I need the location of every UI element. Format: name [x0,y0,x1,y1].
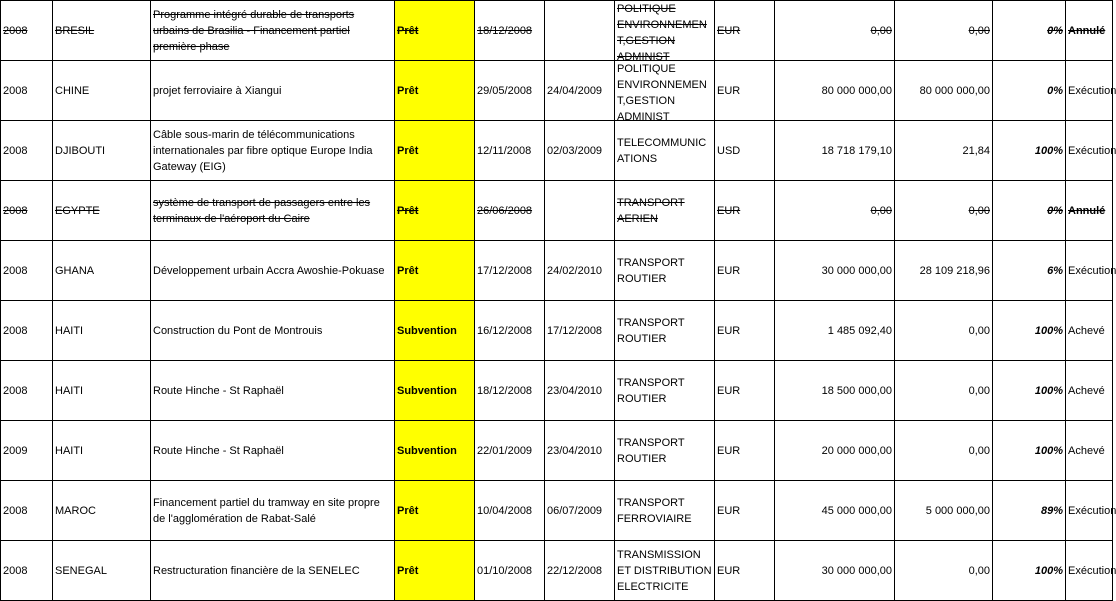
table-row [1,1,1113,61]
cell-year-text: 2008 [3,84,28,97]
cell-second-date-text: 24/02/2010 [547,264,603,277]
cell-percent-text: 89% [1040,504,1063,517]
cell-remaining-amount [895,481,993,541]
cell-financing-type [395,481,475,541]
cell-percent [993,61,1066,121]
cell-second-date [545,241,615,301]
cell-amount [775,541,895,601]
cell-currency [715,121,775,181]
cell-status-text: Annulé [1068,24,1106,37]
cell-currency [715,61,775,121]
cell-status-text: Exécution [1068,504,1116,517]
cell-second-date [545,121,615,181]
cell-country [53,241,151,301]
cell-sector-text: TRANSPORT AERIEN [617,196,685,225]
cell-signature-date [475,361,545,421]
cell-percent [993,241,1066,301]
cell-percent [993,481,1066,541]
cell-country-text: HAITI [55,444,84,457]
table-row [1,361,1113,421]
cell-remaining-amount-text: 28 109 218,96 [919,264,990,277]
cell-signature-date [475,301,545,361]
cell-sector-text: TRANSPORT ROUTIER [617,376,685,405]
cell-signature-date-text: 29/05/2008 [477,84,533,97]
cell-year [1,181,53,241]
cell-financing-type-text: Prêt [397,204,419,217]
cell-percent-text: 0% [1047,84,1063,97]
cell-sector [615,121,715,181]
cell-status-text: Exécution [1068,84,1116,97]
cell-financing-type [395,121,475,181]
cell-currency-text: EUR [717,84,741,97]
cell-country [53,61,151,121]
cell-signature-date [475,181,545,241]
cell-status [1066,421,1113,481]
cell-financing-type [395,61,475,121]
cell-currency [715,541,775,601]
table-row [1,541,1113,601]
cell-amount [775,481,895,541]
cell-status [1066,181,1113,241]
cell-amount-text: 0,00 [870,204,892,217]
cell-signature-date-text: 18/12/2008 [477,24,533,37]
cell-status-text: Exécution [1068,264,1116,277]
cell-year [1,361,53,421]
cell-year [1,1,53,61]
cell-amount [775,241,895,301]
cell-financing-type-text: Prêt [397,504,419,517]
cell-country-text: MAROC [55,504,96,517]
cell-sector [615,541,715,601]
cell-amount-text: 0,00 [870,24,892,37]
cell-financing-type [395,301,475,361]
cell-year [1,421,53,481]
cell-sector [615,421,715,481]
cell-currency-text: EUR [717,24,741,37]
cell-country [53,301,151,361]
cell-signature-date [475,421,545,481]
cell-currency-text: EUR [717,324,741,337]
cell-status [1066,361,1113,421]
cell-second-date [545,61,615,121]
cell-sector-text: TRANSPORT ROUTIER [617,316,685,345]
cell-amount-text: 80 000 000,00 [821,84,892,97]
cell-financing-type-text: Prêt [397,24,419,37]
cell-remaining-amount-text: 0,00 [968,384,990,397]
cell-percent-text: 100% [1034,144,1063,157]
cell-country-text: EGYPTE [55,204,100,217]
cell-country [53,481,151,541]
table-row [1,241,1113,301]
cell-percent-text: 0% [1047,204,1063,217]
cell-amount-text: 18 500 000,00 [821,384,892,397]
cell-project [151,181,395,241]
cell-amount [775,61,895,121]
cell-sector [615,361,715,421]
cell-signature-date-text: 17/12/2008 [477,264,533,277]
cell-percent-text: 100% [1034,384,1063,397]
cell-project [151,241,395,301]
cell-project [151,1,395,61]
cell-status [1066,301,1113,361]
cell-second-date-text: 24/04/2009 [547,84,603,97]
cell-percent [993,421,1066,481]
cell-financing-type-text: Prêt [397,84,419,97]
cell-currency [715,361,775,421]
cell-status-text: Annulé [1068,204,1106,217]
cell-amount-text: 1 485 092,40 [827,324,892,337]
cell-percent-text: 100% [1034,324,1063,337]
cell-remaining-amount [895,361,993,421]
cell-remaining-amount [895,121,993,181]
cell-amount [775,121,895,181]
cell-amount [775,361,895,421]
cell-second-date [545,421,615,481]
cell-currency-text: EUR [717,264,741,277]
cell-remaining-amount [895,301,993,361]
cell-remaining-amount-text: 0,00 [968,444,990,457]
cell-project-text: Câble sous-marin de télécommunications internationales par fibre optique Europe India Gateway (EIG) [153,128,373,173]
cell-remaining-amount [895,541,993,601]
cell-signature-date-text: 10/04/2008 [477,504,533,517]
cell-financing-type [395,181,475,241]
cell-financing-type [395,361,475,421]
cell-financing-type-text: Subvention [397,444,457,457]
cell-currency-text: USD [717,144,741,157]
cell-financing-type [395,241,475,301]
cell-currency [715,1,775,61]
cell-sector-text: TELECOMMUNIC ATIONS [617,136,707,165]
cell-percent [993,181,1066,241]
cell-currency-text: EUR [717,444,741,457]
cell-country-text: HAITI [55,384,84,397]
cell-sector-text: TRANSPORT ROUTIER [617,436,685,465]
cell-signature-date [475,61,545,121]
cell-country [53,181,151,241]
cell-year-text: 2009 [3,444,28,457]
cell-percent-text: 100% [1034,564,1063,577]
cell-second-date-text: 02/03/2009 [547,144,603,157]
cell-country-text: GHANA [55,264,95,277]
cell-financing-type-text: Subvention [397,384,457,397]
cell-signature-date-text: 01/10/2008 [477,564,533,577]
cell-sector [615,1,715,61]
cell-status-text: Achevé [1068,384,1105,397]
cell-signature-date [475,241,545,301]
cell-financing-type-text: Subvention [397,324,457,337]
cell-country-text: BRESIL [55,24,95,37]
cell-signature-date [475,121,545,181]
cell-signature-date-text: 16/12/2008 [477,324,533,337]
cell-remaining-amount-text: 80 000 000,00 [919,84,990,97]
cell-currency-text: EUR [717,504,741,517]
cell-currency [715,481,775,541]
cell-status [1066,241,1116,301]
cell-percent [993,121,1066,181]
cell-project-text: Route Hinche - St Raphaël [153,384,284,397]
cell-status [1066,121,1116,181]
cell-project-text: Développement urbain Accra Awoshie-Pokuase [153,264,385,277]
cell-currency [715,421,775,481]
cell-status [1066,481,1116,541]
cell-year-text: 2008 [3,324,28,337]
cell-project-text: Construction du Pont de Montrouis [153,324,323,337]
cell-project [151,421,395,481]
cell-remaining-amount [895,61,993,121]
cell-year-text: 2008 [3,384,28,397]
cell-signature-date [475,1,545,61]
cell-amount [775,1,895,61]
cell-financing-type-text: Prêt [397,564,419,577]
cell-project [151,541,395,601]
cell-financing-type [395,421,475,481]
cell-remaining-amount [895,1,993,61]
cell-project-text: Programme intégré durable de transports urbains de Brasilia - Financement partiel première phase [153,8,355,53]
cell-second-date [545,481,615,541]
cell-status-text: Achevé [1068,324,1105,337]
cell-amount-text: 30 000 000,00 [821,564,892,577]
cell-sector [615,301,715,361]
cell-signature-date [475,541,545,601]
cell-project-text: Route Hinche - St Raphaël [153,444,284,457]
cell-sector-text: TRANSPORT ROUTIER [617,256,685,285]
cell-percent-text: 6% [1047,264,1063,277]
cell-signature-date [475,481,545,541]
cell-sector-text: POLITIQUE ENVIRONNEMEN T,GESTION ADMINIST [617,3,707,63]
cell-currency-text: EUR [717,384,741,397]
cell-percent [993,1,1066,61]
table-row [1,301,1113,361]
cell-country-text: SENEGAL [55,564,107,577]
cell-remaining-amount-text: 0,00 [968,204,990,217]
cell-year [1,481,53,541]
cell-signature-date-text: 26/06/2008 [477,204,533,217]
cell-currency [715,301,775,361]
cell-project-text: projet ferroviaire à Xiangui [153,84,282,97]
table-body [1,1,1116,601]
cell-status-text: Exécution [1068,564,1116,577]
cell-status-text: Achevé [1068,444,1105,457]
cell-sector-text: POLITIQUE ENVIRONNEMEN T,GESTION ADMINIST [617,63,707,123]
cell-country [53,541,151,601]
cell-second-date [545,1,615,61]
cell-financing-type-text: Prêt [397,264,419,277]
cell-year [1,241,53,301]
cell-signature-date-text: 18/12/2008 [477,384,533,397]
cell-status-text: Exécution [1068,144,1116,157]
cell-status [1066,61,1116,121]
cell-remaining-amount [895,241,993,301]
cell-sector-text: TRANSMISSION ET DISTRIBUTION ELECTRICITE [617,548,712,593]
cell-currency [715,241,775,301]
cell-second-date [545,361,615,421]
cell-country [53,121,151,181]
table-row [1,421,1113,481]
cell-percent [993,541,1066,601]
cell-second-date-text: 23/04/2010 [547,444,603,457]
cell-remaining-amount [895,421,993,481]
cell-year [1,301,53,361]
cell-status [1066,541,1116,601]
cell-year-text: 2008 [3,504,28,517]
cell-sector-text: TRANSPORT FERROVIAIRE [617,496,692,525]
cell-financing-type [395,541,475,601]
cell-financing-type [395,1,475,61]
cell-country-text: CHINE [55,84,90,97]
table-row [1,121,1113,181]
cell-project-text: système de transport de passagers entre les terminaux de l'aéroport du Caire [153,196,371,225]
table-row [1,481,1113,541]
cell-second-date [545,181,615,241]
cell-year [1,541,53,601]
cell-second-date-text: 22/12/2008 [547,564,603,577]
cell-project [151,61,395,121]
cell-percent-text: 100% [1034,444,1063,457]
cell-second-date-text: 17/12/2008 [547,324,603,337]
cell-sector [615,241,715,301]
cell-year-text: 2008 [3,264,28,277]
cell-amount-text: 20 000 000,00 [821,444,892,457]
cell-project [151,121,395,181]
cell-remaining-amount-text: 21,84 [962,144,990,157]
cell-country [53,421,151,481]
table-row [1,61,1113,121]
cell-signature-date-text: 12/11/2008 [477,144,532,157]
cell-amount [775,301,895,361]
cell-sector [615,181,715,241]
cell-percent [993,361,1066,421]
cell-remaining-amount-text: 0,00 [968,564,990,577]
cell-year-text: 2008 [3,564,28,577]
cell-year [1,121,53,181]
cell-country-text: DJIBOUTI [55,144,106,157]
cell-amount [775,181,895,241]
cell-project [151,481,395,541]
cell-year [1,61,53,121]
cell-amount [775,421,895,481]
cell-year-text: 2008 [3,24,28,37]
cell-remaining-amount-text: 0,00 [968,24,990,37]
cell-remaining-amount [895,181,993,241]
cell-financing-type-text: Prêt [397,144,419,157]
cell-project-text: Financement partiel du tramway en site propre de l'agglomération de Rabat-Salé [153,496,380,525]
cell-country [53,1,151,61]
cell-second-date-text: 23/04/2010 [547,384,603,397]
cell-year-text: 2008 [3,144,28,157]
cell-amount-text: 18 718 179,10 [821,144,892,157]
table-row [1,181,1113,241]
cell-remaining-amount-text: 5 000 000,00 [925,504,990,517]
cell-percent [993,301,1066,361]
cell-sector [615,481,715,541]
cell-remaining-amount-text: 0,00 [968,324,990,337]
cell-percent-text: 0% [1047,24,1063,37]
cell-project [151,361,395,421]
cell-status [1066,1,1113,61]
cell-currency [715,181,775,241]
cell-amount-text: 30 000 000,00 [821,264,892,277]
cell-second-date [545,541,615,601]
cell-project-text: Restructuration financière de la SENELEC [153,564,360,577]
cell-currency-text: EUR [717,564,741,577]
cell-amount-text: 45 000 000,00 [821,504,892,517]
cell-signature-date-text: 22/01/2009 [477,444,533,457]
cell-sector [615,61,715,121]
cell-second-date-text: 06/07/2009 [547,504,603,517]
cell-country-text: HAITI [55,324,84,337]
cell-second-date [545,301,615,361]
cell-country [53,361,151,421]
cell-project [151,301,395,361]
cell-currency-text: EUR [717,204,741,217]
cell-year-text: 2008 [3,204,28,217]
